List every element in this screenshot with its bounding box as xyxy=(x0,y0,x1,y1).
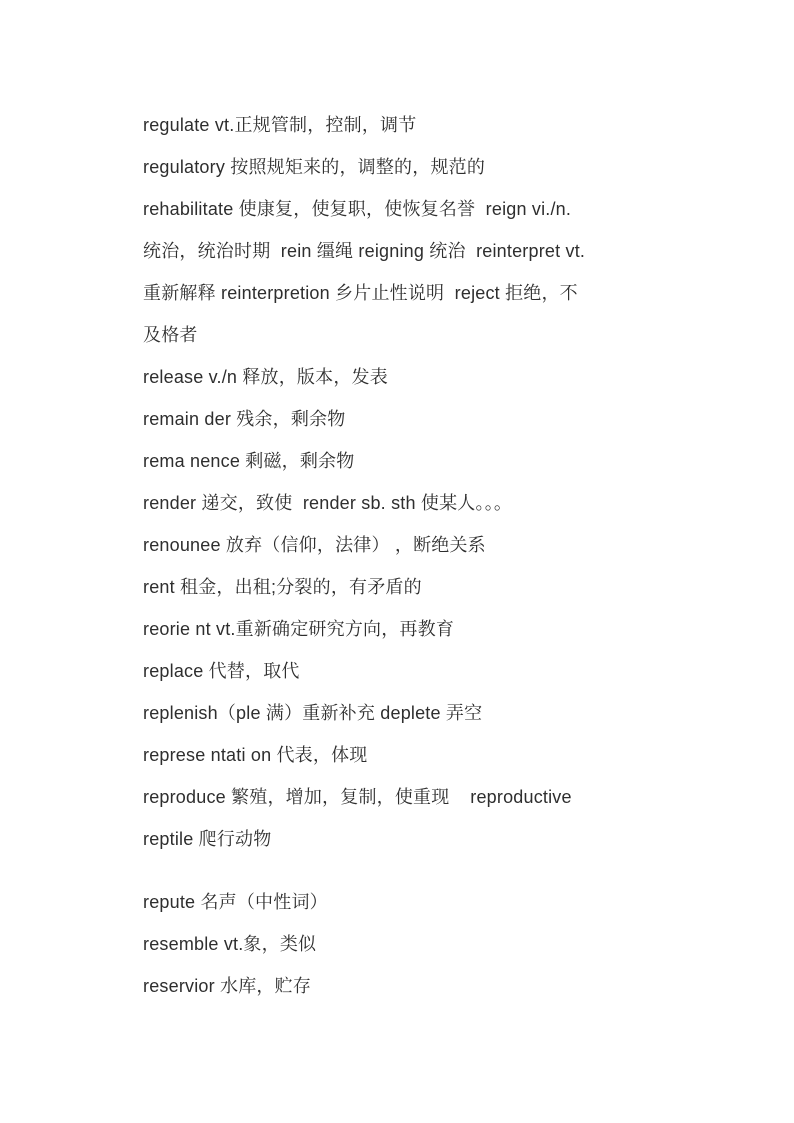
vocab-line: reptile 爬行动物 xyxy=(143,829,272,849)
vocab-line: repute 名声（中性词） xyxy=(143,892,328,912)
vocab-line: rent 租金，出租;分裂的，有矛盾的 xyxy=(143,577,422,597)
vocab-line: reorie nt vt.重新确定研究方向，再教育 xyxy=(143,619,455,639)
vocab-line: regulate vt.正规管制，控制，调节 xyxy=(143,115,417,135)
blank-line xyxy=(143,860,684,881)
vocab-line: renounee 放弃（信仰，法律） ，断绝关系 xyxy=(143,535,486,555)
vocab-line: reservior 水库，贮存 xyxy=(143,976,312,996)
vocab-line: represe ntati on 代表，体现 xyxy=(143,745,368,765)
vocab-line: rema nence 剩磁，剩余物 xyxy=(143,451,355,471)
vocab-line: rehabilitate 使康复，使复职，使恢复名誉 reign vi./n. xyxy=(143,199,572,219)
vocab-line: resemble vt.象，类似 xyxy=(143,934,317,954)
vocab-line: replace 代替，取代 xyxy=(143,661,300,681)
vocab-list xyxy=(143,104,684,1007)
vocab-line: release v./n 释放，版本，发表 xyxy=(143,367,388,387)
vocab-line: 重新解释 reinterpretion 乡片止性说明 reject 拒绝，不 xyxy=(143,283,578,303)
vocab-line: remain der 残余，剩余物 xyxy=(143,409,346,429)
vocab-line: 及格者 xyxy=(143,325,198,345)
vocab-line: replenish（ple 满）重新补充 deplete 弄空 xyxy=(143,703,483,723)
vocab-line: 统治，统治时期 rein 缰绳 reigning 统治 reinterpret vt. xyxy=(143,241,586,261)
vocab-line: regulatory 按照规矩来的，调整的，规范的 xyxy=(143,157,486,177)
vocab-line: render 递交，致使 render sb. sth 使某人。。。 xyxy=(143,493,513,513)
vocab-line: reproduce 繁殖，增加，复制，使重现 reproductive xyxy=(143,787,572,807)
